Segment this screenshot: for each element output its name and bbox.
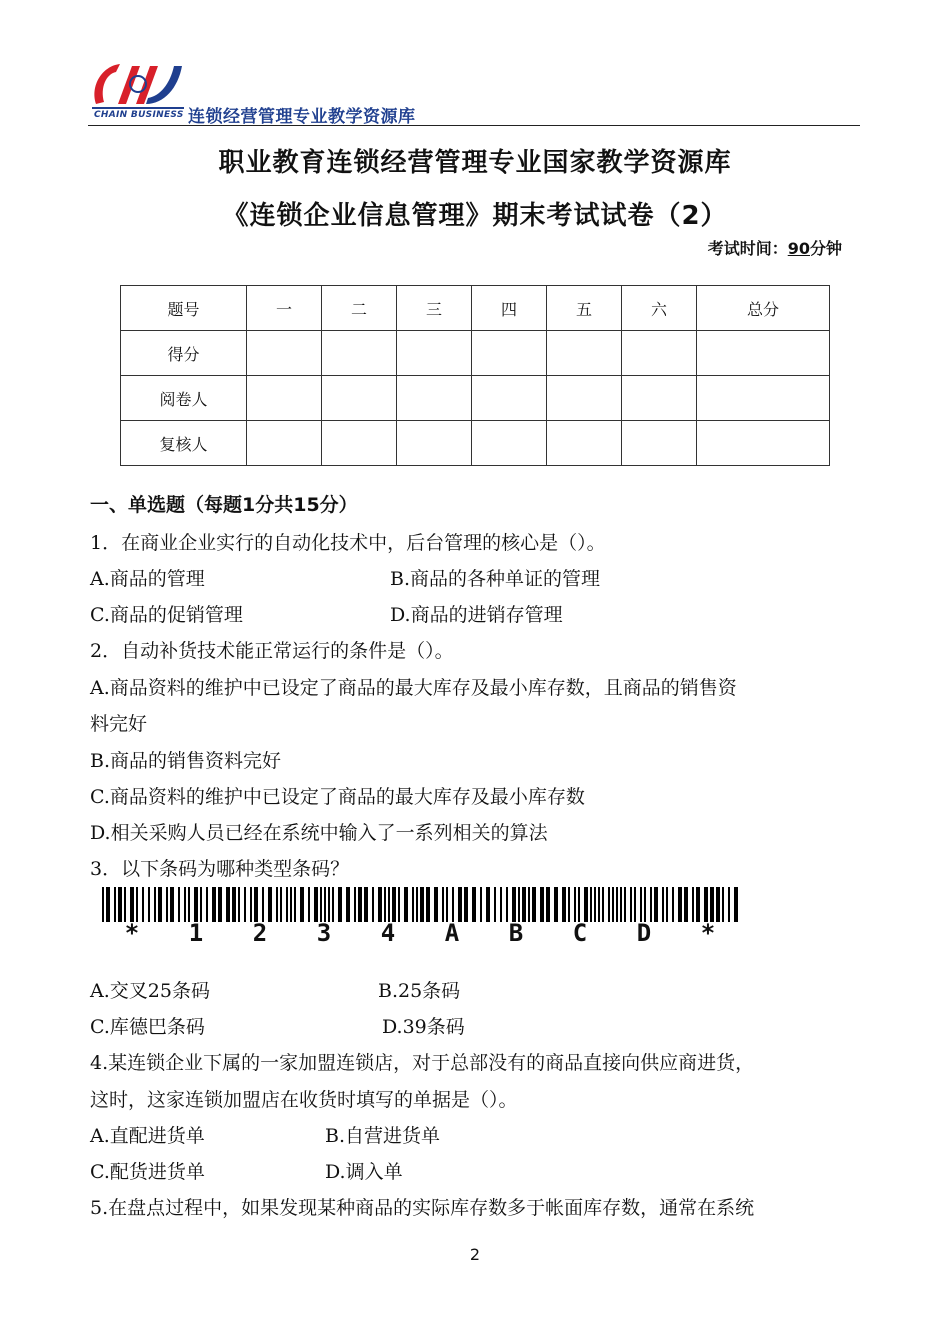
question-4-option-c: C.配货进货单 (90, 1161, 205, 1183)
barcode-bar (308, 887, 310, 922)
score-cell (472, 376, 547, 421)
barcode-bar (158, 887, 162, 922)
barcode-bar (148, 887, 150, 922)
exam-time-minutes: 90 (787, 239, 810, 258)
barcode-bar (364, 887, 368, 922)
question-4-option-d: D.调入单 (325, 1161, 403, 1183)
barcode-bar (512, 887, 516, 922)
barcode-bar (328, 887, 330, 922)
barcode-bar (114, 887, 116, 922)
question-2-stem: 2．自动补货技术能正常运行的条件是（）。 (90, 640, 454, 662)
chain-business-logo (88, 58, 188, 118)
barcode-bar (500, 887, 502, 922)
question-3-option-a: A.交叉25条码 (90, 980, 210, 1002)
barcode-bar (338, 887, 342, 922)
barcode-bar (268, 887, 272, 922)
barcode-bar (442, 887, 444, 922)
barcode-bar (710, 887, 714, 922)
barcode-char: A (444, 919, 460, 947)
barcode-image (100, 887, 740, 947)
question-4-option-a: A.直配进货单 (90, 1125, 205, 1147)
barcode-char: * (700, 919, 716, 947)
score-table-header-row (121, 286, 830, 331)
table-row (121, 331, 830, 376)
score-cell (322, 421, 397, 466)
barcode-bar (212, 887, 216, 922)
barcode-bar (446, 887, 448, 922)
barcode-bar (684, 887, 688, 922)
page-number: 2 (469, 1245, 481, 1264)
row-label: 得分 (121, 331, 247, 376)
barcode-bar (594, 887, 596, 922)
score-cell (622, 331, 697, 376)
barcode-bar (232, 887, 236, 922)
barcode-bar (358, 887, 362, 922)
question-4-stem-cont: 这时，这家连锁加盟店在收货时填写的单据是（）。 (90, 1089, 518, 1111)
question-5-stem: 5.在盘点过程中，如果发现某种商品的实际库存数多于帐面库存数，通常在系统 (90, 1197, 755, 1219)
barcode-char: B (508, 919, 524, 947)
barcode-bar (218, 887, 222, 922)
barcode-bar (696, 887, 700, 922)
score-cell (397, 376, 472, 421)
table-header-cell: 四 (472, 286, 547, 331)
score-cell (397, 421, 472, 466)
barcode-bar (416, 887, 418, 922)
barcode-bar (420, 887, 424, 922)
barcode-bar (590, 887, 592, 922)
question-3-option-b: B.25条码 (378, 980, 461, 1002)
barcode-bar (452, 887, 454, 922)
barcode-char: 3 (316, 919, 332, 947)
question-1-stem: 1．在商业企业实行的自动化技术中，后台管理的核心是（）。 (90, 532, 606, 554)
barcode-bar (118, 887, 122, 922)
barcode-bar (528, 887, 530, 922)
barcode-bar (716, 887, 720, 922)
question-2-option-a-cont: 料完好 (90, 713, 148, 735)
barcode-bar (300, 887, 304, 922)
section-title: 一、单选题（每题1分共15分） (90, 494, 358, 516)
question-2-option-a: A.商品资料的维护中已设定了商品的最大库存及最小库存数，且商品的销售资 (90, 677, 737, 699)
barcode-bar (124, 887, 126, 922)
barcode-bar (178, 887, 180, 922)
barcode-bar (188, 887, 190, 922)
barcode-bar (332, 887, 334, 922)
score-cell (247, 421, 322, 466)
question-1-option-d: D.商品的进销存管理 (390, 604, 563, 626)
barcode-bar (678, 887, 682, 922)
barcode-bar (290, 887, 292, 922)
barcode-bar (136, 887, 138, 922)
score-cell (697, 331, 830, 376)
score-cell (472, 331, 547, 376)
exam-time-label: 考试时间： (707, 239, 788, 258)
barcode-bar (398, 887, 400, 922)
barcode-bars (100, 887, 740, 922)
score-cell (547, 376, 622, 421)
table-row (121, 421, 830, 466)
barcode-bar (598, 887, 600, 922)
question-2-option-c: C.商品资料的维护中已设定了商品的最大库存及最小库存数 (90, 786, 585, 808)
document-title: 职业教育连锁经营管理专业国家教学资源库 (218, 148, 732, 178)
barcode-bar (206, 887, 208, 922)
barcode-bar (486, 887, 490, 922)
barcode-bar (166, 887, 168, 922)
barcode-char: D (636, 919, 652, 947)
question-1-option-c: C.商品的促销管理 (90, 604, 243, 626)
row-label: 复核人 (121, 421, 247, 466)
barcode-bar (666, 887, 668, 922)
barcode-bar (630, 887, 632, 922)
barcode-bar (244, 887, 246, 922)
barcode-bar (384, 887, 386, 922)
barcode-bar (170, 887, 174, 922)
table-header-cell: 题号 (121, 286, 247, 331)
barcode-bar (464, 887, 468, 922)
score-cell (547, 331, 622, 376)
barcode-char: * (124, 919, 140, 947)
barcode-bar (372, 887, 374, 922)
table-row (121, 376, 830, 421)
barcode-bar (354, 887, 356, 922)
barcode-bar (184, 887, 186, 922)
barcode-bar (546, 887, 550, 922)
score-cell (322, 331, 397, 376)
barcode-bar (472, 887, 476, 922)
score-cell (322, 376, 397, 421)
barcode-bar (200, 887, 202, 922)
barcode-bar (616, 887, 618, 922)
barcode-char: C (572, 919, 588, 947)
score-cell (622, 421, 697, 466)
barcode-bar (102, 887, 104, 922)
barcode-text (100, 919, 740, 947)
score-cell (697, 421, 830, 466)
barcode-bar (554, 887, 558, 922)
barcode-bar (286, 887, 288, 922)
barcode-bar (320, 887, 322, 922)
table-header-cell: 五 (547, 286, 622, 331)
barcode-bar (154, 887, 156, 922)
barcode-bar (578, 887, 580, 922)
row-label: 阅卷人 (121, 376, 247, 421)
barcode-bar (388, 887, 390, 922)
barcode-bar (620, 887, 622, 922)
score-cell (397, 331, 472, 376)
barcode-bar (722, 887, 724, 922)
question-2-option-b: B.商品的销售资料完好 (90, 750, 282, 772)
barcode-bar (602, 887, 604, 922)
barcode-bar (522, 887, 526, 922)
question-3-option-c: C.库德巴条码 (90, 1016, 205, 1038)
barcode-bar (584, 887, 588, 922)
barcode-char: 2 (252, 919, 268, 947)
question-2-option-d: D.相关采购人员已经在系统中输入了一系列相关的算法 (90, 822, 548, 844)
barcode-bar (734, 887, 738, 922)
barcode-bar (480, 887, 482, 922)
barcode-bar (324, 887, 326, 922)
barcode-bar (226, 887, 230, 922)
score-cell (697, 376, 830, 421)
barcode-bar (612, 887, 614, 922)
question-3-stem: 3．以下条码为哪种类型条码？ (90, 858, 350, 880)
table-header-cell: 二 (322, 286, 397, 331)
barcode-bar (644, 887, 646, 922)
barcode-bar (142, 887, 144, 922)
question-1-option-b: B.商品的各种单证的管理 (390, 568, 601, 590)
barcode-bar (294, 887, 296, 922)
question-4-stem: 4.某连锁企业下属的一家加盟连锁店，对于总部没有的商品直接向供应商进货， (90, 1052, 755, 1074)
barcode-bar (540, 887, 544, 922)
barcode-bar (458, 887, 462, 922)
barcode-bar (562, 887, 566, 922)
table-header-cell: 总分 (697, 286, 830, 331)
barcode-bar (662, 887, 664, 922)
header-divider (88, 125, 860, 126)
barcode-bar (624, 887, 626, 922)
barcode-bar (634, 887, 636, 922)
barcode-char: 1 (188, 919, 204, 947)
question-3-option-d: D.39条码 (382, 1016, 465, 1038)
barcode-bar (728, 887, 730, 922)
barcode-bar (194, 887, 198, 922)
barcode-bar (654, 887, 658, 922)
barcode-bar (262, 887, 264, 922)
barcode-bar (276, 887, 278, 922)
barcode-bar (692, 887, 694, 922)
logo-subtitle: CHAIN BUSINESS (94, 110, 184, 120)
barcode-bar (434, 887, 438, 922)
score-cell (547, 421, 622, 466)
barcode-bar (672, 887, 674, 922)
barcode-bar (518, 887, 520, 922)
brand-name: 连锁经营管理专业教学资源库 (188, 107, 416, 127)
barcode-bar (280, 887, 282, 922)
exam-time (708, 236, 842, 259)
barcode-bar (704, 887, 708, 922)
barcode-bar (254, 887, 258, 922)
barcode-bar (392, 887, 396, 922)
score-table (120, 285, 830, 466)
barcode-bar (506, 887, 508, 922)
barcode-bar (314, 887, 318, 922)
exam-time-unit: 分钟 (809, 239, 842, 258)
score-cell (247, 331, 322, 376)
barcode-bar (650, 887, 652, 922)
barcode-bar (532, 887, 536, 922)
table-header-cell: 六 (622, 286, 697, 331)
barcode-bar (494, 887, 496, 922)
barcode-bar (404, 887, 408, 922)
barcode-bar (640, 887, 642, 922)
score-cell (247, 376, 322, 421)
barcode-bar (130, 887, 134, 922)
barcode-bar (574, 887, 576, 922)
table-header-cell: 三 (397, 286, 472, 331)
barcode-bar (238, 887, 240, 922)
score-cell (472, 421, 547, 466)
score-cell (622, 376, 697, 421)
exam-title: 《连锁企业信息管理》期末考试试卷（2） (222, 201, 728, 231)
barcode-bar (346, 887, 350, 922)
barcode-bar (426, 887, 430, 922)
table-header-cell: 一 (247, 286, 322, 331)
question-1-option-a: A.商品的管理 (90, 568, 205, 590)
barcode-bar (378, 887, 382, 922)
question-4-option-b: B.自营进货单 (325, 1125, 441, 1147)
barcode-bar (106, 887, 110, 922)
barcode-bar (568, 887, 570, 922)
page-header (88, 58, 860, 126)
barcode-bar (608, 887, 610, 922)
barcode-bar (250, 887, 252, 922)
barcode-char: 4 (380, 919, 396, 947)
barcode-bar (412, 887, 414, 922)
